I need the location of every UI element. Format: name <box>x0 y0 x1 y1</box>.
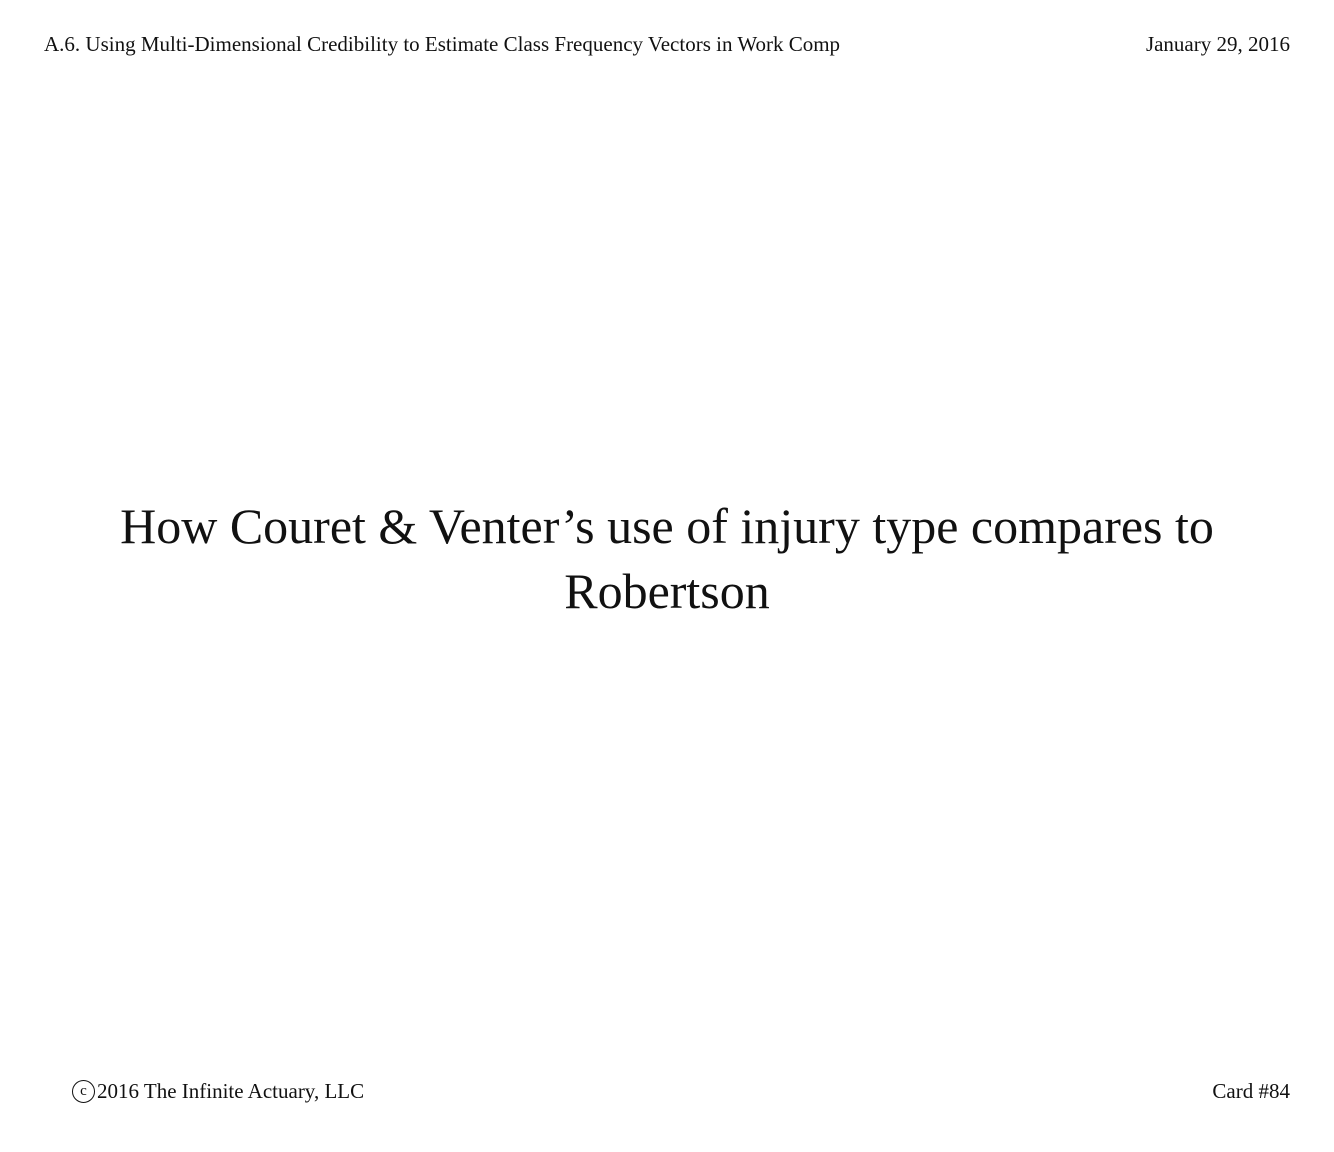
card-number: Card #84 <box>1212 1079 1290 1103</box>
card-title: How Couret & Venter’s use of injury type compares to Robertson <box>120 498 1214 619</box>
header-date: January 29, 2016 <box>1145 32 1290 56</box>
card-content <box>0 494 1334 624</box>
copyright-icon: c <box>72 1080 95 1103</box>
section-header: A.6. Using Multi-Dimensional Credibility to Estimate Class Frequency Vectors in Work Comp <box>44 32 841 56</box>
copyright-notice <box>72 1077 364 1105</box>
copyright-text: 2016 The Infinite Actuary, LLC <box>97 1079 365 1103</box>
